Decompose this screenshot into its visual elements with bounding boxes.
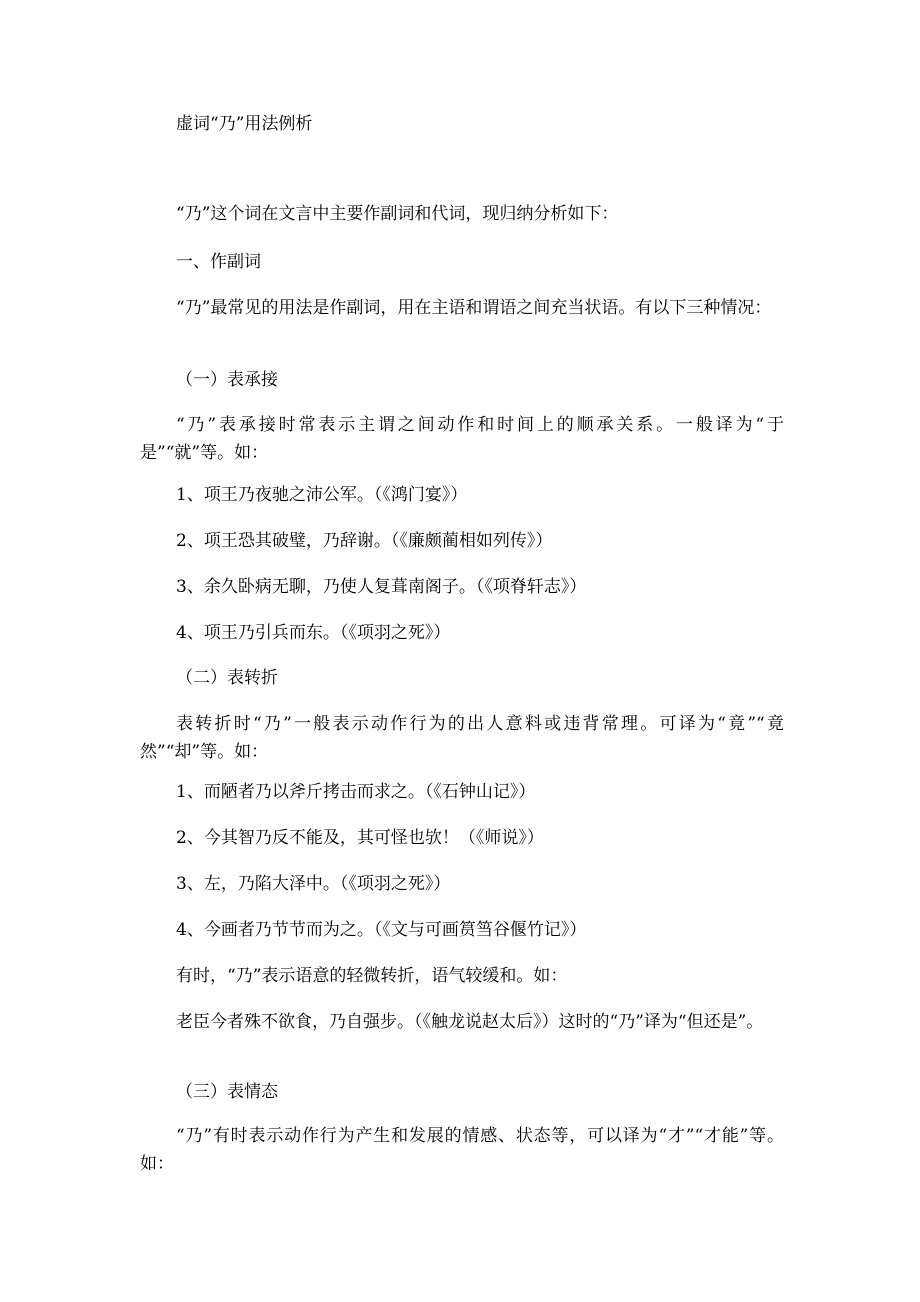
subheading-continuation: （一）表承接	[176, 370, 278, 390]
example-mild-transition: 老臣今者殊不欲食，乃自强步。（《触龙说赵太后》）这时的“乃”译为“但还是”。	[176, 1012, 764, 1032]
paragraph-intro: “乃”这个词在文言中主要作副词和代词，现归纳分析如下：	[176, 204, 619, 224]
example-continuation-2: 2、项王恐其破璧，乃辞谢。（《廉颇蔺相如列传》）	[176, 531, 553, 551]
example-continuation-3: 3、余久卧病无聊，乃使人复葺南阁子。（《项脊轩志》）	[176, 577, 587, 597]
example-continuation-1: 1、项王乃夜驰之沛公军。（《鸿门宴》）	[176, 485, 468, 505]
example-transition-4: 4、今画者乃节节而为之。（《文与可画筼筜谷偃竹记》）	[176, 920, 587, 940]
example-transition-3: 3、左，乃陷大泽中。（《项羽之死》）	[176, 874, 451, 894]
paragraph-continuation: “乃”表承接时常表示主谓之间动作和时间上的顺承关系。一般译为“于是”“就”等。如：	[140, 415, 784, 463]
subheading-transition: （二）表转折	[176, 668, 278, 688]
section-heading-adverb: 一、作副词	[176, 252, 261, 272]
paragraph-manner: “乃”有时表示动作行为产生和发展的情感、状态等，可以译为“才”“才能”等。如：	[140, 1126, 784, 1174]
paragraph-adverb-usage: “乃”最常见的用法是作副词，用在主语和谓语之间充当状语。有以下三种情况：	[176, 298, 772, 318]
document-title: 虚词“乃”用法例析	[176, 114, 313, 134]
example-transition-2: 2、今其智乃反不能及，其可怪也欤！（《师说》）	[176, 828, 544, 848]
subheading-manner: （三）表情态	[176, 1082, 278, 1102]
paragraph-mild-transition: 有时，“乃”表示语意的轻微转折，语气较缓和。如：	[176, 966, 568, 986]
example-continuation-4: 4、项王乃引兵而东。（《项羽之死》）	[176, 623, 451, 643]
document-page	[140, 0, 784, 1302]
example-transition-1: 1、而陋者乃以斧斤拷击而求之。（《石钟山记》）	[176, 782, 536, 802]
paragraph-transition: 表转折时“乃”一般表示动作行为的出人意料或违背常理。可译为“竟”“竟然”“却”等。如：	[140, 714, 784, 762]
